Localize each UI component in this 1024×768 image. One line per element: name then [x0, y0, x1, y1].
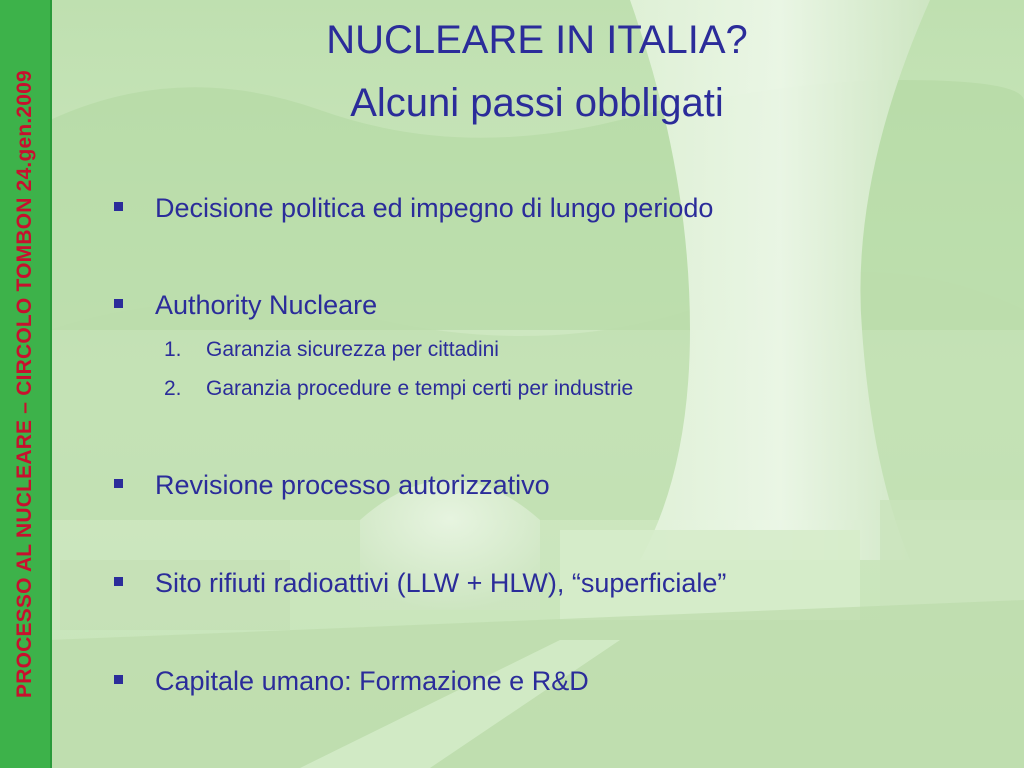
bullet-text: Sito rifiuti radioattivi (LLW + HLW), “superficiale”	[155, 568, 727, 598]
slide-title: NUCLEARE IN ITALIA?	[326, 18, 748, 62]
bullet-text: Capitale umano: Formazione e R&D	[155, 666, 589, 696]
square-bullet-icon	[114, 577, 123, 586]
sub-item-text: Garanzia sicurezza per cittadini	[206, 338, 499, 361]
square-bullet-icon	[114, 675, 123, 684]
bullet-text: Decisione politica ed impegno di lungo periodo	[155, 193, 714, 223]
sub-item-text: Garanzia procedure e tempi certi per industrie	[206, 377, 634, 400]
bullet-text: Revisione processo autorizzativo	[155, 470, 550, 500]
square-bullet-icon	[114, 299, 123, 308]
sidebar-strip	[0, 0, 52, 768]
sub-item-number: 2.	[164, 377, 182, 400]
sub-item-number: 1.	[164, 338, 182, 361]
square-bullet-icon	[114, 479, 123, 488]
side-caption: PROCESSO AL NUCLEARE – CIRCOLO TOMBON 24.gen.2009	[13, 70, 36, 698]
square-bullet-icon	[114, 202, 123, 211]
bullet-text: Authority Nucleare	[155, 290, 378, 320]
slide-subtitle: Alcuni passi obbligati	[350, 81, 724, 125]
